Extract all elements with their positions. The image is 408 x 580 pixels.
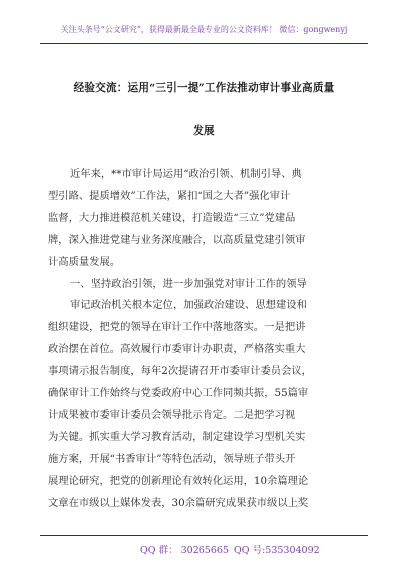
paragraph-line: 一、坚持政治引领，进一步加强党对审计工作的领导 [70,277,307,290]
paragraph-line: 近年来，**市审计局运用“政治引领、机制引导、典 [70,168,302,180]
paragraph-line: 文章在市级以上媒体发表，30余篇研究成果获市级以上奖 [48,496,309,509]
header-banner: 关注头条号“公文研究”，获得最新最全最专业的公文资料库！ 微信：gongwenyj [60,25,348,34]
header-divider [40,43,368,44]
footer-divider [40,535,368,536]
paragraph-line: 确保审计工作始终与党委政府中心工作同频共振，55篇审 [48,387,309,399]
paragraph-line: 事项请示报告制度，每年2次提请召开市委审计委员会议， [48,365,312,378]
paragraph-line: 施方案，开展“书香审计”等特色活动，领导班子带头开 [48,452,296,465]
document-title-continued: 发展 [193,125,215,137]
paragraph-line: 政治摆在首位。高效履行市委审计办职责，严格落实重大 [48,343,306,356]
document-title: 经验交流：运用“三引一提”工作法推动审计事业高质量 [73,82,335,94]
paragraph-line: 计高质量发展。 [48,255,121,268]
paragraph-line: 型引路、提质增效”工作法，紧扣“国之大者”强化审计 [48,189,291,202]
footer-qq-number: QQ 号:535304092 [234,545,320,556]
paragraph-line: 为关键。抓实重大学习教育活动，制定建设学习型机关实 [48,430,306,443]
paragraph-line: 计成果被市委审计委员会领导批示肯定。二是把学习视 [48,408,296,421]
paragraph-line: 审记政治机关根本定位，加强政治建设、思想建设和 [70,299,307,312]
paragraph-line: 展理论研究，把党的创新理论有效转化运用，10余篇理论 [48,474,309,487]
paragraph-line: 监督，大力推进模范机关建设，打造锻造“三立”党建品 [48,211,296,224]
paragraph-line: 牌，深入推进党建与业务深度融合，以高质量党建引领审 [48,233,306,246]
paragraph-line: 组织建设，把党的领导在审计工作中落地落实。一是把讲 [48,321,306,334]
footer-qq-group: QQ 群： 30265665 [140,545,229,556]
